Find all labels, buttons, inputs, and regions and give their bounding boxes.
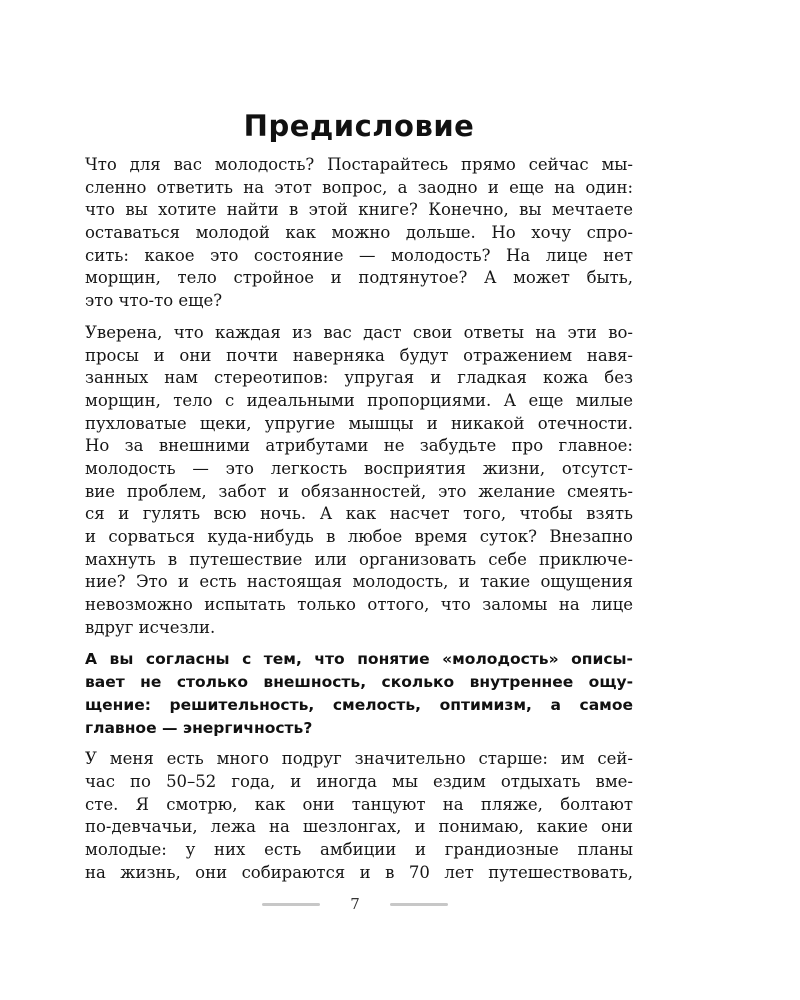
- text-line: невозможно испытать только оттого, что заломы на лице: [85, 595, 633, 615]
- text-line: и сорваться куда-нибудь в любое время суток? Внезапно: [85, 527, 633, 546]
- paragraph-4: [85, 748, 633, 884]
- text-line: вает не столько внешность, сколько внутреннее ощу-: [85, 673, 633, 692]
- text-line: сить: какое это состояние — молодость? На лице нет: [85, 245, 633, 265]
- text-line: по-девчачьи, лежа на шезлонгах, и понимаю, какие они: [85, 817, 633, 837]
- text-line: вие проблем, забот и обязанностей, это желание смеять-: [85, 481, 633, 501]
- text-line: морщин, тело стройное и подтянутое? А может быть,: [85, 268, 633, 288]
- text-line: Уверена, что каждая из вас даст свои ответы на эти во-: [85, 322, 633, 342]
- text-line: сте. Я смотрю, как они танцуют на пляже, болтают: [85, 794, 633, 814]
- page-number: 7: [350, 895, 360, 913]
- text-line: махнуть в путешествие или организовать себе приключе-: [85, 549, 633, 569]
- text-line: молодые: у них есть амбиции и грандиозные планы: [85, 839, 633, 859]
- text-line: Что для вас молодость? Постарайтесь прямо сейчас мы-: [85, 155, 633, 174]
- page-footer: [262, 893, 448, 915]
- paragraph-1: [85, 154, 633, 313]
- text-line: это что-то еще?: [85, 291, 223, 311]
- text-line: морщин, тело с идеальными пропорциями. А еще милые: [85, 390, 633, 410]
- text-line: А вы согласны с тем, что понятие «молодость» описы-: [85, 650, 633, 669]
- text-line: вдруг исчезли.: [85, 617, 216, 637]
- text-line: Но за внешними атрибутами не забудьте про главное:: [85, 436, 633, 456]
- text-line: занных нам стереотипов: упругая и гладкая кожа без: [85, 368, 633, 388]
- text-line: пухловатые щеки, упругие мышцы и никакой отечности.: [85, 413, 633, 433]
- text-line: что вы хотите найти в этой книге? Конечно, вы мечтаете: [85, 200, 633, 220]
- footer-rule-right: [390, 903, 448, 906]
- text-line: У меня есть много подруг значительно старше: им сей-: [85, 749, 633, 769]
- text-line: на жизнь, они собираются и в 70 лет путешествовать,: [85, 862, 633, 882]
- paragraph-3-emphasis: [85, 648, 633, 739]
- text-line: сленно ответить на этот вопрос, а заодно и еще на один:: [85, 177, 633, 197]
- text-line: главное — энергичность?: [85, 718, 313, 737]
- text-line: ся и гулять всю ночь. А как насчет того, чтобы взять: [85, 504, 633, 524]
- text-line: просы и они почти наверняка будут отражением навя-: [85, 345, 633, 365]
- body-text: [85, 154, 633, 893]
- text-line: щение: решительность, смелость, оптимизм, а самое: [85, 695, 633, 714]
- paragraph-2: [85, 322, 633, 640]
- text-line: ние? Это и есть настоящая молодость, и такие ощущения: [85, 572, 633, 592]
- text-line: час по 50–52 года, и иногда мы ездим отдыхать вме-: [85, 771, 633, 791]
- text-line: оставаться молодой как можно дольше. Но хочу спро-: [85, 223, 633, 243]
- text-line: молодость — это легкость восприятия жизни, отсутст-: [85, 458, 633, 478]
- chapter-title: Предисловие: [243, 109, 475, 143]
